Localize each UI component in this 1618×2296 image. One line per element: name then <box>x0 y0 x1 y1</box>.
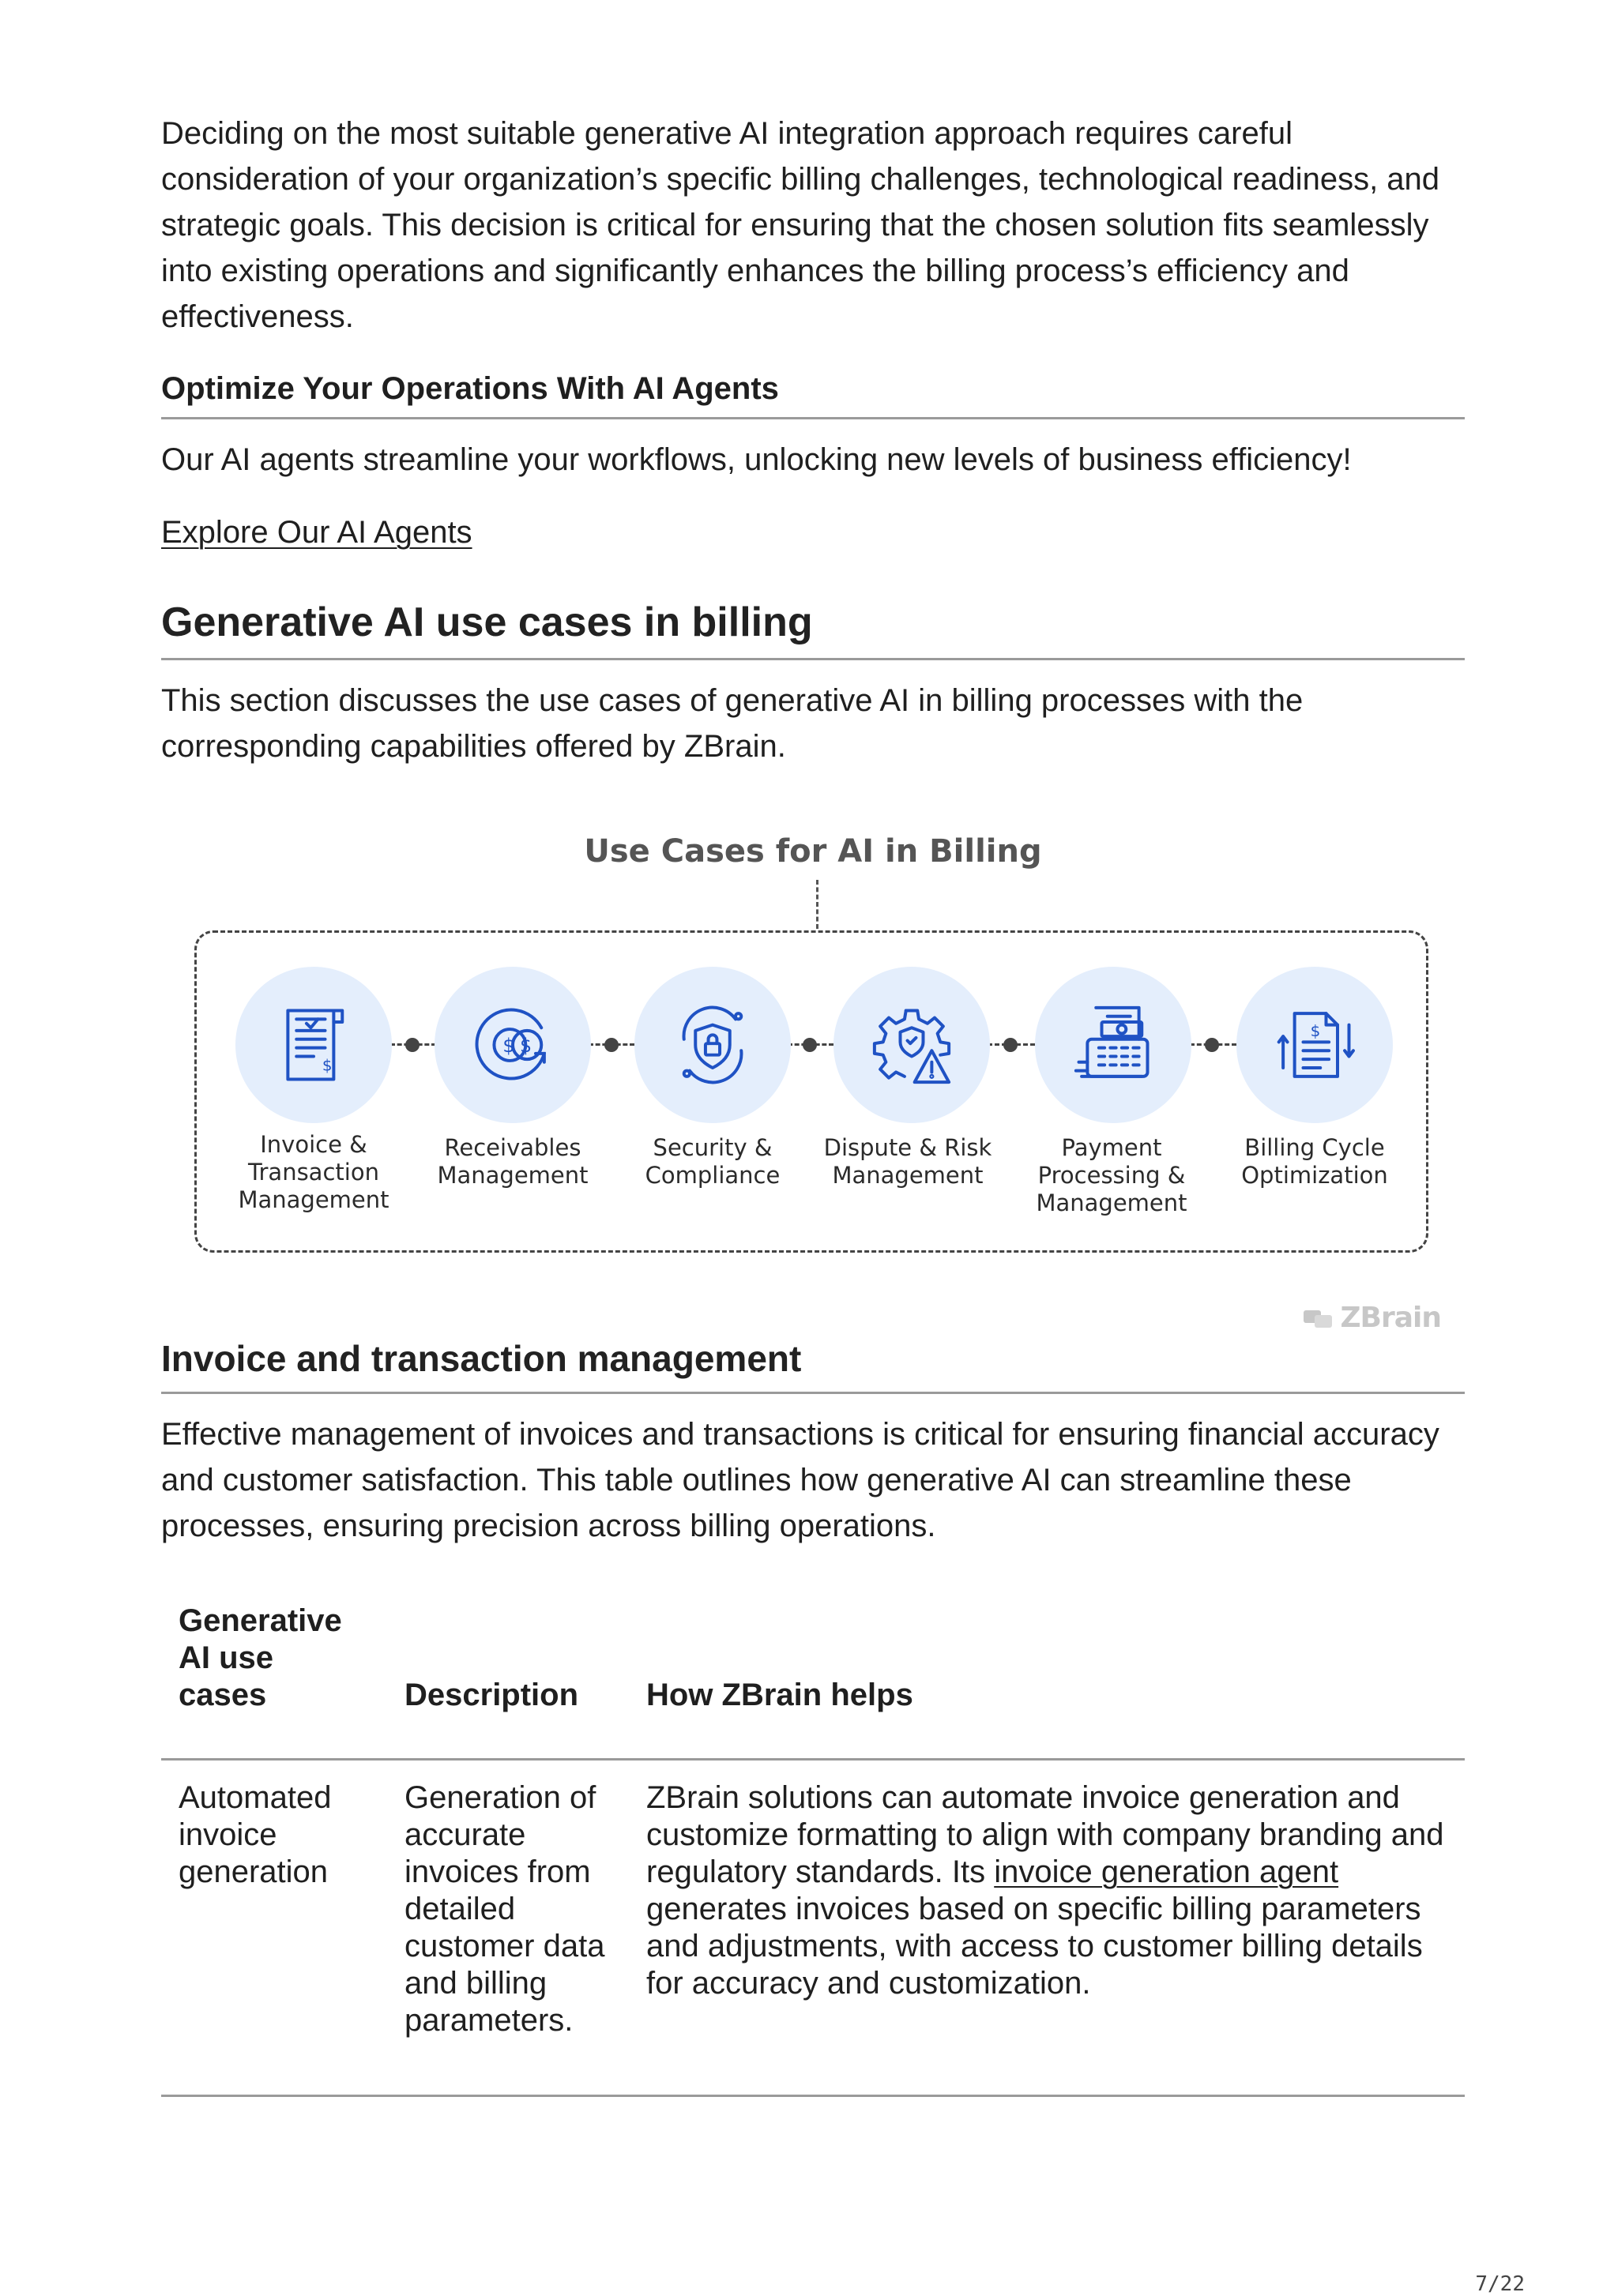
connector-dot <box>1205 1038 1219 1052</box>
subsection-heading: Invoice and transaction management <box>161 1336 1465 1394</box>
node-invoice <box>235 967 392 1123</box>
section-heading: Generative AI use cases in billing <box>161 598 1465 660</box>
cell-zbrain-helps <box>629 1760 1465 2096</box>
cell-description: Generation of accurate invoices from detailed customer data and billing parameters. <box>387 1760 629 2096</box>
svg-text:$: $ <box>1310 1022 1321 1041</box>
watermark-text: ZBrain <box>1340 1302 1441 1334</box>
svg-text:$: $ <box>520 1035 532 1058</box>
svg-text:$: $ <box>502 1035 515 1058</box>
diagram-stem <box>816 880 818 929</box>
node-dispute <box>833 967 990 1123</box>
node-label-payment: Payment Processing & Management <box>1036 1134 1187 1216</box>
gear-warning-icon <box>866 999 958 1091</box>
explore-agents-link[interactable]: Explore Our AI Agents <box>161 515 472 550</box>
invoice-icon <box>268 999 359 1091</box>
payment-terminal-icon <box>1067 999 1159 1091</box>
page-number: 7/22 <box>1475 2272 1525 2296</box>
shield-lock-icon <box>667 999 758 1091</box>
node-billing-cycle <box>1236 967 1393 1123</box>
connector-dot <box>1003 1038 1018 1052</box>
table-header-row <box>161 1603 1465 1760</box>
svg-text:$: $ <box>322 1056 333 1075</box>
zbrain-watermark <box>1304 1302 1441 1334</box>
coins-icon <box>467 999 559 1091</box>
document-cycle-icon <box>1269 999 1360 1091</box>
node-label-receivables: Receivables Management <box>437 1134 589 1189</box>
node-label-invoice: Invoice & Transaction Management <box>238 1131 389 1213</box>
connector-dot <box>803 1038 817 1052</box>
promo-text: Our AI agents streamline your workflows, unlocking new levels of business efficiency! <box>161 442 1352 477</box>
diagram-title: Use Cases for AI in Billing <box>584 833 1042 870</box>
table-header-use-cases: Generative AI use cases <box>161 1603 387 1760</box>
invoice-generation-agent-link[interactable]: invoice generation agent <box>994 1854 1339 1889</box>
node-payment <box>1035 967 1191 1123</box>
zbrain-logo-icon <box>1304 1307 1332 1329</box>
intro-paragraph: Deciding on the most suitable generative AI integration approach requires careful consideration of your organization’s specific billing challenges, technological readiness, and strategic goals. This decision is critical for ensuring that the chosen solution fits seamlessly into existing operations and significantly enhances the billing process’s efficiency and effectiveness. <box>161 116 1440 334</box>
table-row <box>161 1760 1465 2096</box>
node-label-billing-cycle: Billing Cycle Optimization <box>1241 1134 1388 1189</box>
node-label-dispute: Dispute & Risk Management <box>823 1134 992 1189</box>
help-text-after: generates invoices based on specific billing parameters and adjustments, with access to customer billing details for accuracy and customization. <box>646 1892 1423 2001</box>
section-intro: This section discusses the use cases of generative AI in billing processes with the corresponding capabilities offered by ZBrain. <box>161 683 1304 764</box>
node-security <box>634 967 791 1123</box>
table-header-description: Description <box>387 1603 629 1760</box>
connector-dot <box>604 1038 619 1052</box>
help-text-before: ZBrain solutions can automate invoice generation and customize formatting to align with company branding and regulatory standards. Its <box>646 1780 1444 1889</box>
node-receivables <box>435 967 591 1123</box>
use-cases-diagram <box>161 831 1465 1336</box>
table-header-zbrain-helps: How ZBrain helps <box>629 1603 1465 1760</box>
node-label-security: Security & Compliance <box>645 1134 781 1189</box>
connector-dot <box>405 1038 420 1052</box>
cell-use-case: Automated invoice generation <box>161 1760 387 2096</box>
promo-title: Optimize Your Operations With AI Agents <box>161 370 1465 419</box>
use-case-table <box>161 1603 1465 2097</box>
subsection-intro: Effective management of invoices and transactions is critical for ensuring financial accuracy and customer satisfaction. This table outlines how generative AI can streamline these processes, ensuring precision across billing operations. <box>161 1417 1439 1543</box>
